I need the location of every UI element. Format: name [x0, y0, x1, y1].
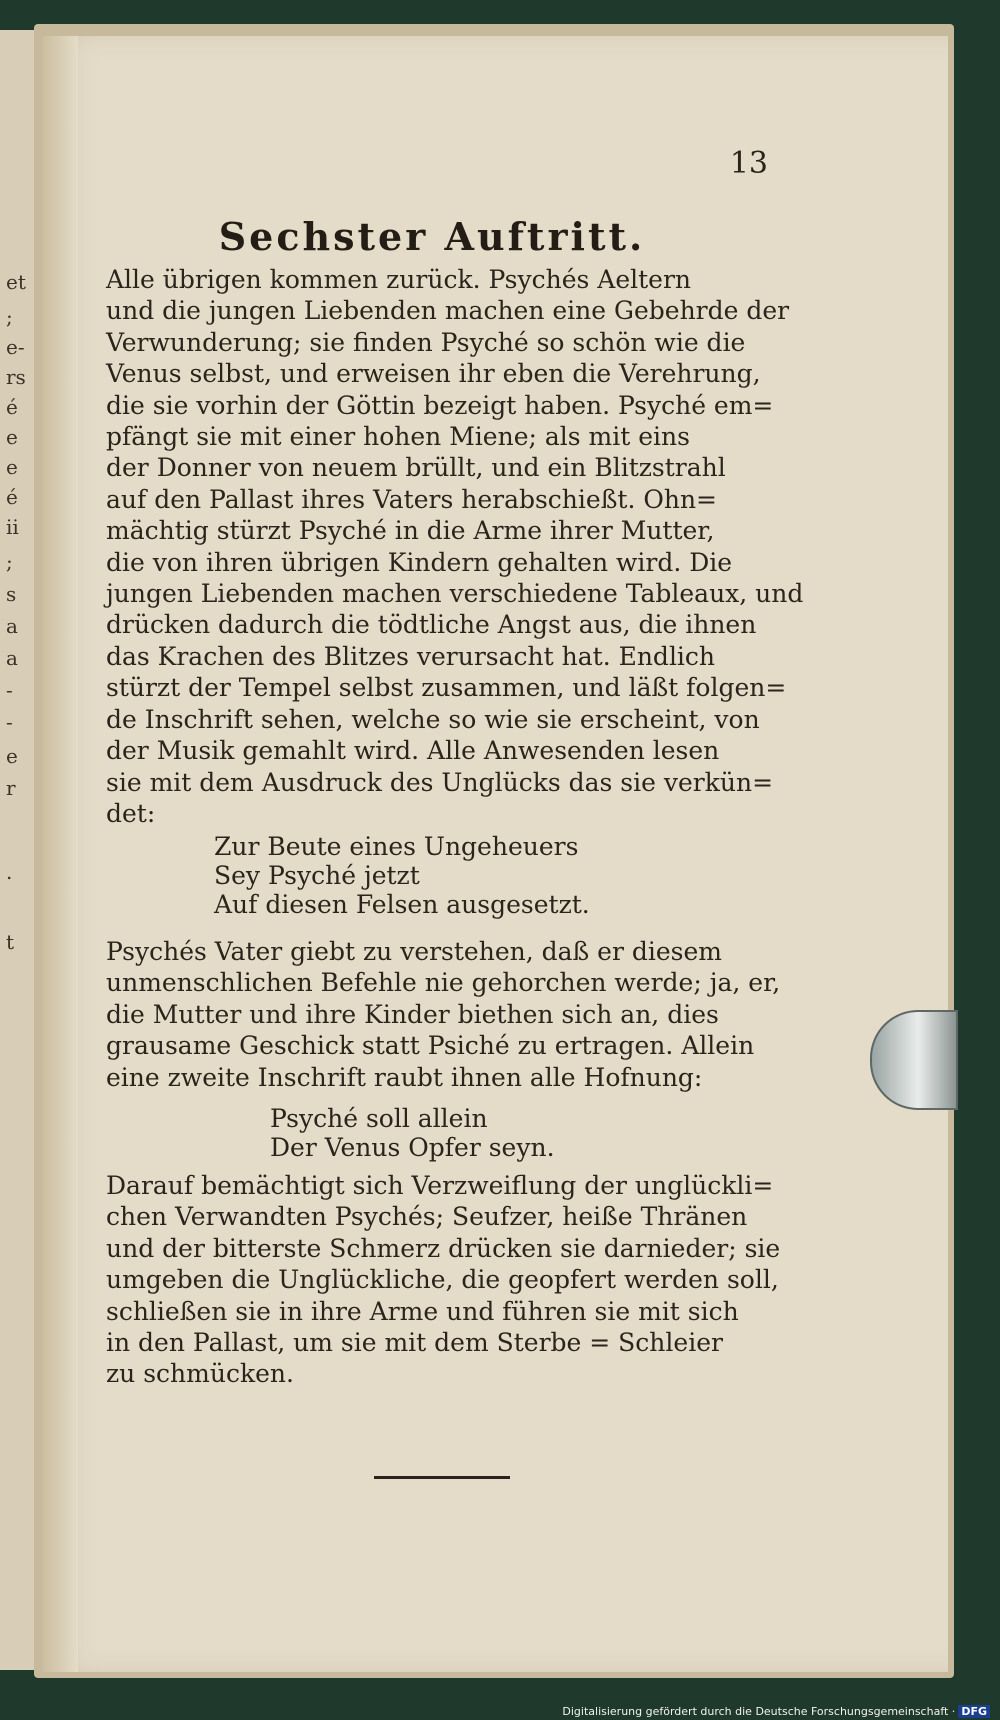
text-line: eine zweite Inschrift raubt ihnen alle Hofnung:	[106, 1062, 703, 1092]
text-line: chen Verwandten Psychés; Seufzer, heiße Thränen	[106, 1202, 748, 1232]
text-line: Zur Beute eines Ungeheuers	[214, 832, 579, 861]
prev-page-fragment: a	[6, 646, 18, 670]
text-line: Der Venus Opfer seyn.	[270, 1133, 555, 1162]
paragraph-3	[106, 1170, 806, 1390]
paragraph-1	[106, 264, 806, 829]
text-line: grausame Geschick statt Psiché zu ertragen. Allein	[106, 1031, 755, 1061]
text-line: Darauf bemächtigt sich Verzweiflung der unglückli=	[106, 1171, 774, 1200]
prev-page-fragment: ;	[6, 550, 13, 574]
prev-page-fragment: a	[6, 614, 18, 638]
prev-page-fragment: é	[6, 395, 18, 419]
inscription-2	[270, 1104, 555, 1162]
text-line: der Musik gemahlt wird. Alle Anwesenden lesen	[106, 736, 720, 766]
text-line: sie mit dem Ausdruck des Unglücks das sie verkün=	[106, 767, 774, 797]
page-clip	[870, 1010, 958, 1110]
text-line: in den Pallast, um sie mit dem Sterbe = Schleier	[106, 1328, 723, 1358]
prev-page-fragment: e	[6, 425, 18, 449]
prev-page-fragment: rs	[6, 365, 26, 389]
text-line: drücken dadurch die tödtliche Angst aus, die ihnen	[106, 610, 757, 640]
prev-page-fragment: -	[6, 710, 13, 734]
text-line: Verwunderung; sie finden Psyché so schön wie die	[106, 327, 746, 357]
text-line: die von ihren übrigen Kindern gehalten wird. Die	[106, 547, 733, 577]
prev-page-fragment: s	[6, 582, 17, 606]
text-line: und der bitterste Schmerz drücken sie darnieder; sie	[106, 1233, 781, 1263]
book-page	[42, 36, 948, 1672]
prev-page-fragment: ;	[6, 305, 13, 329]
end-rule	[374, 1476, 510, 1479]
text-line: de Inschrift sehen, welche so wie sie erscheint, von	[106, 704, 760, 734]
text-line: pfängt sie mit einer hohen Miene; als mit eins	[106, 422, 690, 452]
prev-page-fragment: e	[6, 744, 18, 768]
prev-page-fragment: e	[6, 455, 18, 479]
text-line: auf den Pallast ihres Vaters herabschießt. Ohn=	[106, 484, 717, 514]
text-line: stürzt der Tempel selbst zusammen, und läßt folgen=	[106, 673, 787, 703]
page-gutter	[42, 36, 78, 1672]
text-line: Sey Psyché jetzt	[214, 861, 420, 890]
text-line: unmenschlichen Befehle nie gehorchen werde; ja, er,	[106, 968, 781, 998]
prev-page-fragment: -	[6, 678, 13, 702]
text-line: mächtig stürzt Psyché in die Arme ihrer Mutter,	[106, 516, 715, 546]
text-line: Venus selbst, und erweisen ihr eben die Verehrung,	[106, 359, 761, 389]
text-line: jungen Liebenden machen verschiedene Tableaux, und	[106, 579, 804, 609]
paragraph-2	[106, 936, 806, 1093]
prev-page-fragment: r	[6, 776, 16, 800]
text-line: der Donner von neuem brüllt, und ein Blitzstrahl	[106, 453, 726, 483]
text-line: det:	[106, 798, 156, 828]
scene-heading: Sechster Auftritt.	[218, 214, 646, 259]
dfg-logo: DFG	[958, 1705, 990, 1718]
text-line: zu schmücken.	[106, 1359, 294, 1389]
text-line: Psychés Vater giebt zu verstehen, daß er diesem	[106, 937, 722, 966]
prev-page-fragment: .	[6, 860, 13, 884]
text-line: umgeben die Unglückliche, die geopfert werden soll,	[106, 1265, 779, 1295]
text-line: die sie vorhin der Göttin bezeigt haben. Psyché em=	[106, 390, 774, 420]
page-number: 13	[729, 146, 768, 181]
inscription-1	[214, 832, 590, 919]
footer-text: Digitalisierung gefördert durch die Deutsche Forschungsgemeinschaft ·	[562, 1705, 956, 1718]
prev-page-fragment: t	[6, 930, 15, 954]
text-line: die Mutter und ihre Kinder biethen sich an, dies	[106, 999, 719, 1029]
text-line: schließen sie in ihre Arme und führen sie mit sich	[106, 1296, 739, 1326]
text-line: Auf diesen Felsen ausgesetzt.	[214, 890, 590, 919]
prev-page-fragment: et	[6, 270, 26, 294]
prev-page-fragment: é	[6, 485, 18, 509]
text-line: und die jungen Liebenden machen eine Gebehrde der	[106, 296, 790, 326]
prev-page-fragment: ii	[6, 515, 19, 539]
digitization-footer	[562, 1705, 990, 1718]
text-line: das Krachen des Blitzes verursacht hat. Endlich	[106, 641, 716, 671]
text-line: Psyché soll allein	[270, 1104, 488, 1133]
prev-page-fragment: e-	[6, 335, 25, 359]
text-line: Alle übrigen kommen zurück. Psychés Aeltern	[106, 265, 692, 294]
